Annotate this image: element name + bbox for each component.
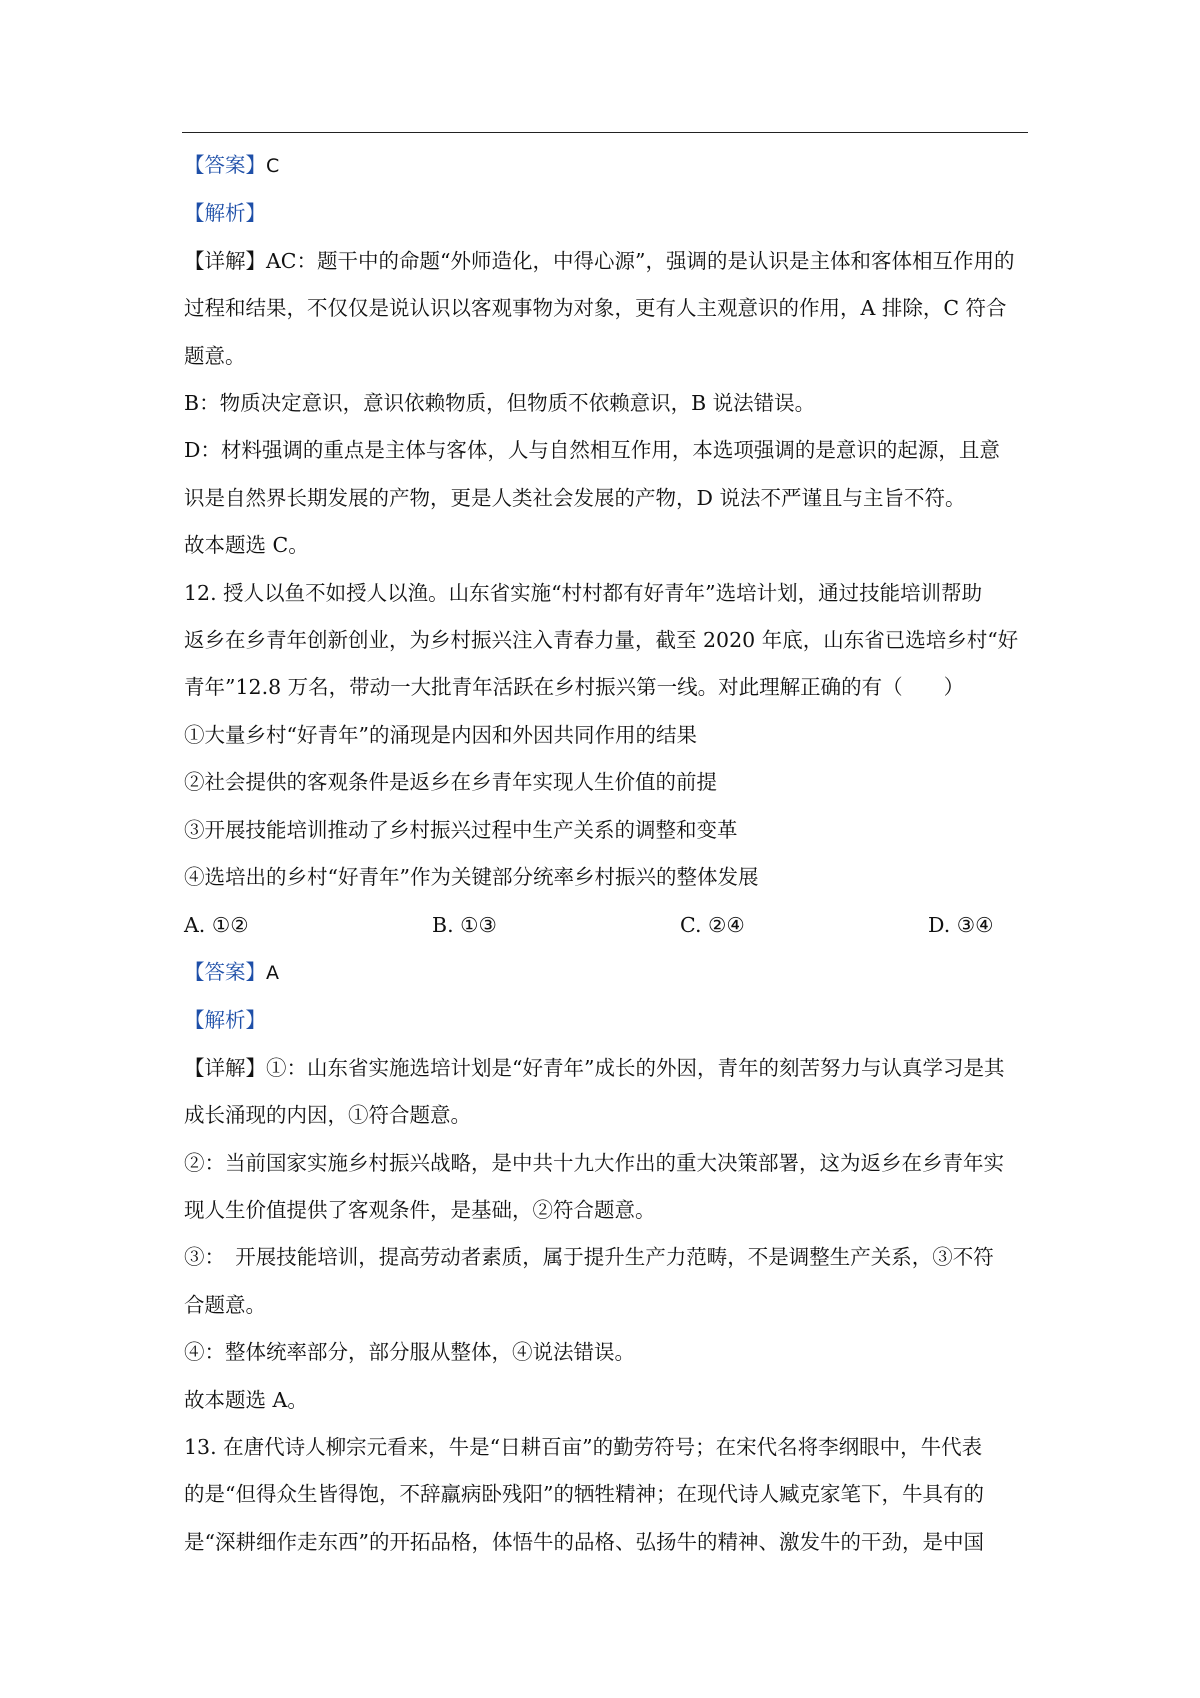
header-rule	[182, 132, 1028, 133]
q12-detail-line: 现人生价值提供了客观条件，是基础，②符合题意。	[184, 1197, 656, 1222]
q12-detail-line: ②：当前国家实施乡村振兴战略，是中共十九大作出的重大决策部署，这为返乡在乡青年实	[184, 1150, 1004, 1175]
q12-stem-line: 12. 授人以鱼不如授人以渔。山东省实施“村村都有好青年”选培计划，通过技能培训帮助	[184, 580, 983, 605]
q12-analysis-line	[184, 997, 1028, 1044]
q13-stem-line: 是“深耕细作走东西”的开拓品格，体悟牛的品格、弘扬牛的精神、激发牛的干劲，是中国	[184, 1529, 984, 1554]
q12-option-d: D. ③④	[928, 912, 994, 937]
q12-detail-line: 成长涌现的内因，①符合题意。	[184, 1103, 471, 1128]
analysis-tag: 【解析】	[184, 1008, 266, 1033]
q11-detail-line: B：物质决定意识，意识依赖物质，但物质不依赖意识，B 说法错误。	[184, 391, 816, 416]
q13-stem-line: 13. 在唐代诗人柳宗元看来，牛是“日耕百亩”的勤劳符号；在宋代名将李纲眼中，牛代表	[184, 1434, 983, 1459]
q12-detail-text: ①：山东省实施选培计划是“好青年”成长的外因，青年的刻苦努力与认真学习是其	[266, 1055, 1005, 1080]
q11-conclusion: 故本题选 C。	[184, 533, 309, 558]
analysis-tag: 【解析】	[184, 201, 266, 226]
q12-option-a: A. ①②	[184, 912, 249, 937]
q11-analysis-line	[184, 190, 1028, 237]
q12-statement: ④选培出的乡村“好青年”作为关键部分统率乡村振兴的整体发展	[184, 865, 759, 890]
q12-option-c: C. ②④	[680, 912, 745, 937]
document-body	[184, 142, 1028, 1566]
q12-answer: A	[266, 961, 279, 984]
q12-detail-line: ④：整体统率部分，部分服从整体，④说法错误。	[184, 1340, 635, 1365]
q12-detail-line: ③： 开展技能培训，提高劳动者素质，属于提升生产力范畴，不是调整生产关系，③不符	[184, 1245, 994, 1270]
q11-detail-line: 题意。	[184, 343, 246, 368]
q12-options	[184, 902, 1028, 949]
q11-detail-text: AC：题干中的命题“外师造化，中得心源”，强调的是认识是主体和客体相互作用的	[266, 248, 1015, 273]
q11-answer-line	[184, 142, 1028, 190]
q12-stem-line: 返乡在乡青年创新创业，为乡村振兴注入青春力量，截至 2020 年底，山东省已选培乡村“好	[184, 628, 1019, 653]
q11-detail-line: D：材料强调的重点是主体与客体，人与自然相互作用，本选项强调的是意识的起源，且意	[184, 438, 1000, 463]
q12-answer-line	[184, 949, 1028, 997]
q12-stem-line: 青年”12.8 万名，带动一大批青年活跃在乡村振兴第一线。对此理解正确的有（ ）	[184, 675, 965, 700]
q12-option-b: B. ①③	[432, 912, 497, 937]
q12-statement: ①大量乡村“好青年”的涌现是内因和外因共同作用的结果	[184, 722, 697, 747]
detail-tag: 【详解】	[184, 1055, 266, 1080]
q11-detail-line: 识是自然界长期发展的产物，更是人类社会发展的产物，D 说法不严谨且与主旨不符。	[184, 485, 966, 510]
q11-detail-line	[184, 238, 1028, 285]
q12-conclusion: 故本题选 A。	[184, 1387, 308, 1412]
q12-detail-line: 合题意。	[184, 1292, 266, 1317]
q13-stem-line: 的是“但得众生皆得饱，不辞羸病卧残阳”的牺牲精神；在现代诗人臧克家笔下，牛具有的	[184, 1482, 984, 1507]
q12-detail-line	[184, 1045, 1028, 1092]
q11-answer: C	[266, 155, 280, 177]
detail-tag: 【详解】	[184, 248, 266, 273]
q12-statement: ②社会提供的客观条件是返乡在乡青年实现人生价值的前提	[184, 770, 717, 795]
answer-tag: 【答案】	[184, 959, 266, 984]
q12-statement: ③开展技能培训推动了乡村振兴过程中生产关系的调整和变革	[184, 817, 738, 842]
q11-detail-line: 过程和结果，不仅仅是说认识以客观事物为对象，更有人主观意识的作用，A 排除，C 符合	[184, 296, 1007, 321]
answer-tag: 【答案】	[184, 153, 266, 177]
